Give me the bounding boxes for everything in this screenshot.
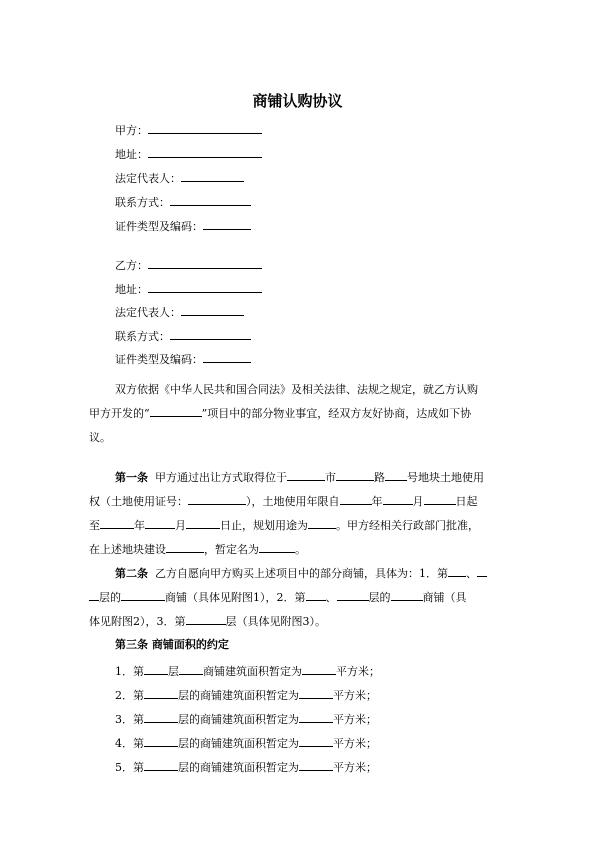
- shop-blank: [391, 587, 423, 601]
- floor-blank: [448, 563, 466, 577]
- article-2-line-3: [89, 610, 509, 634]
- article-text: 年: [371, 495, 383, 508]
- article-text: 市: [325, 471, 336, 484]
- article-2-line-1: [89, 562, 509, 586]
- end-year-blank: [100, 515, 134, 529]
- end-day-blank: [186, 515, 220, 529]
- article-text: 。: [295, 543, 306, 556]
- article-text: 月: [175, 519, 186, 532]
- article-text: 层的: [99, 591, 121, 604]
- intro-text: ”项目中的部分物业事宜，经双方友好协商，达成如下协: [201, 407, 472, 420]
- party-b-legal-rep-field: [115, 303, 244, 319]
- article-text: 年: [134, 519, 145, 532]
- party-b-address-label: 地址：: [115, 283, 148, 296]
- floor-blank: [144, 733, 178, 747]
- area-blank: [299, 709, 333, 723]
- construction-blank: [166, 539, 204, 553]
- article-text: 甲方通过出让方式取得位于: [155, 471, 287, 484]
- item-text: 层的商铺建筑面积暂定为: [178, 737, 299, 750]
- land-cert-blank: [188, 491, 246, 505]
- floor-blank: [144, 661, 168, 675]
- article-text: ，暂定名为: [204, 543, 259, 556]
- party-a-name-label: 甲方：: [115, 124, 148, 137]
- intro-line-2: [89, 402, 509, 426]
- area-blank: [299, 733, 333, 747]
- year-blank: [340, 491, 372, 505]
- article-1-line-4: [89, 538, 509, 562]
- party-b-contact-blank: [170, 327, 251, 340]
- item-text: 平方米；: [333, 737, 377, 750]
- item-text: 平方米；: [333, 689, 377, 702]
- temp-name-blank: [259, 539, 295, 553]
- floor-blank: [306, 587, 326, 601]
- floor-blank: [144, 757, 178, 771]
- article-text: 、: [325, 591, 337, 604]
- party-a-address-label: 地址：: [115, 148, 148, 161]
- month-blank: [383, 491, 413, 505]
- area-item-4: [115, 733, 377, 749]
- number-blank: [385, 467, 407, 481]
- article-text: 至: [89, 519, 100, 532]
- party-a-id-blank: [203, 217, 251, 230]
- party-b-legal-rep-blank: [181, 303, 244, 316]
- party-a-address-blank: [148, 145, 262, 158]
- article-text: 层（具体见附图3）。: [225, 615, 326, 628]
- floor-blank: [477, 563, 487, 577]
- party-b-id-blank: [203, 350, 251, 363]
- item-text: 3．第: [115, 713, 144, 726]
- article-text: 。甲方经相关行政部门批准，: [336, 519, 479, 532]
- party-a-contact-field: [115, 193, 251, 209]
- party-a-contact-blank: [170, 193, 251, 206]
- article-1-line-1: [89, 466, 509, 490]
- area-item-2: [115, 685, 377, 701]
- area-blank: [302, 661, 336, 675]
- article-1-heading: 第一条: [115, 471, 148, 484]
- article-text: 体见附图2），3．第: [89, 615, 186, 628]
- road-blank: [336, 467, 374, 481]
- party-a-legal-rep-blank: [181, 169, 244, 182]
- article-text: 在上述地块建设: [89, 543, 166, 556]
- party-b-address-blank: [148, 280, 262, 293]
- party-a-id-field: [115, 217, 251, 233]
- item-text: 层的商铺建筑面积暂定为: [178, 689, 299, 702]
- article-text: 路: [374, 471, 385, 484]
- party-b-id-field: [115, 350, 251, 366]
- article-1-line-3: [89, 514, 509, 538]
- article-text: 权（土地使用证号：: [89, 495, 188, 508]
- intro-line-1: 双方依据《中华人民共和国合同法》及相关法律、法规之规定，就乙方认购: [115, 383, 478, 396]
- city-blank: [287, 467, 325, 481]
- day-blank: [424, 491, 456, 505]
- item-text: 4．第: [115, 737, 144, 750]
- shop-blank: [179, 661, 203, 675]
- area-item-3: [115, 709, 377, 725]
- item-text: 2．第: [115, 689, 144, 702]
- party-b-address-field: [115, 280, 262, 296]
- document-title: 商铺认购协议: [252, 92, 343, 110]
- project-name-blank: [150, 403, 202, 417]
- party-b-contact-label: 联系方式：: [115, 330, 170, 343]
- article-text: 商铺（具体见附图1），2．第: [165, 591, 306, 604]
- party-a-address-field: [115, 145, 262, 161]
- party-a-name-field: [115, 121, 262, 137]
- area-blank: [299, 685, 333, 699]
- article-text: 日止，规划用途为: [220, 519, 308, 532]
- shop-blank: [121, 587, 165, 601]
- intro-line-3: 议。: [89, 431, 111, 444]
- floor-blank: [144, 685, 178, 699]
- article-2-heading: 第二条: [115, 567, 148, 580]
- article-3-heading: 第三条 商铺面积的约定: [115, 638, 229, 651]
- party-b-name-label: 乙方：: [115, 259, 148, 272]
- article-text: 层的: [368, 591, 391, 604]
- article-text: 商铺（具: [422, 591, 467, 604]
- article-text: ），土地使用年限自: [246, 495, 340, 508]
- area-item-1: [115, 661, 380, 677]
- intro-text: 甲方开发的“: [89, 407, 150, 420]
- floor-blank: [186, 611, 226, 625]
- party-a-id-label: 证件类型及编码：: [115, 220, 203, 233]
- article-1: [89, 466, 509, 562]
- article-2: [89, 562, 509, 634]
- party-a-name-blank: [148, 121, 262, 134]
- end-month-blank: [145, 515, 175, 529]
- party-a-legal-rep-field: [115, 169, 244, 185]
- party-b-id-label: 证件类型及编码：: [115, 353, 203, 366]
- item-text: 商铺建筑面积暂定为: [203, 665, 302, 678]
- article-text: 、: [466, 567, 477, 580]
- item-text: 平方米；: [333, 713, 377, 726]
- party-b-name-blank: [148, 256, 262, 269]
- floor-blank: [144, 709, 178, 723]
- item-text: 层的商铺建筑面积暂定为: [178, 713, 299, 726]
- item-text: 1．第: [115, 665, 144, 678]
- party-b-contact-field: [115, 327, 251, 343]
- item-text: 层: [168, 665, 179, 678]
- item-text: 5．第: [115, 761, 144, 774]
- floor-blank: [89, 587, 99, 601]
- article-1-line-2: [89, 490, 509, 514]
- area-item-5: [115, 757, 377, 773]
- article-text: 号地块土地使用: [407, 471, 484, 484]
- article-text: 日起: [455, 495, 478, 508]
- intro-paragraph: [89, 378, 509, 450]
- item-text: 平方米；: [336, 665, 380, 678]
- article-text: 乙方自愿向甲方购买上述项目中的部分商铺，具体为：1．第: [155, 567, 448, 580]
- party-b-name-field: [115, 256, 262, 272]
- party-a-legal-rep-label: 法定代表人：: [115, 172, 181, 185]
- article-text: 月: [412, 495, 424, 508]
- area-blank: [299, 757, 333, 771]
- party-b-legal-rep-label: 法定代表人：: [115, 306, 181, 319]
- party-a-contact-label: 联系方式：: [115, 196, 170, 209]
- item-text: 平方米；: [333, 761, 377, 774]
- article-2-line-2: [89, 586, 509, 610]
- usage-blank: [308, 515, 336, 529]
- item-text: 层的商铺建筑面积暂定为: [178, 761, 299, 774]
- floor-blank: [337, 587, 369, 601]
